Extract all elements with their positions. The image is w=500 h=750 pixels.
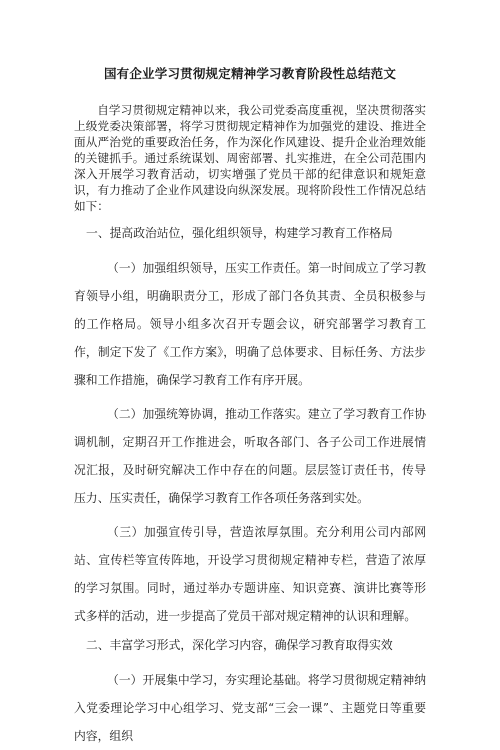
section-2-paragraph-1: （一）开展集中学习，夯实理论基础。将学习贯彻规定精神纳入党委理论学习中心组学习、党支部“三会一课”、主题党日等重要内容，组织 [74, 673, 426, 743]
section-1-paragraph-2: （二）加强统筹协调，推动工作落实。建立了学习教育工作协调机制，定期召开工作推进会，听取各部门、各子公司工作进展情况汇报，及时研究解决工作中存在的问题。层层签订责任书，传导压力、压实责任，确保学习教育工作各项任务落到实处。 [74, 407, 426, 505]
document-title: 国有企业学习贯彻规定精神学习教育阶段性总结范文 [103, 66, 397, 81]
section-1-heading: 一、提高政治站位，强化组织领导，构建学习教育工作格局 [86, 226, 393, 240]
section-2-heading: 二、丰富学习形式，深化学习内容，确保学习教育取得实效 [86, 638, 393, 652]
intro-paragraph: 自学习贯彻规定精神以来，我公司党委高度重视，坚决贯彻落实上级党委决策部署，将学习贯彻规定精神作为加强党的建设、推进全面从严治党的重要政治任务，作为深化作风建设、提升企业治理效能的关键抓手。通过系统谋划、周密部署、扎实推进，在全公司范围内深入开展学习教育活动，切实增强了党员干部的纪律意识和规矩意识，有力推动了企业作风建设向纵深发展。现将阶段性工作情况总结如下： [74, 103, 426, 213]
section-1-paragraph-3: （三）加强宣传引导，营造浓厚氛围。充分利用公司内部网站、宣传栏等宣传阵地，开设学习贯彻规定精神专栏，营造了浓厚的学习氛围。同时，通过举办专题讲座、知识竞赛、演讲比赛等形式多样的活动，进一步提高了党员干部对规定精神的认识和理解。 [74, 525, 426, 623]
section-1-paragraph-1: （一）加强组织领导，压实工作责任。第一时间成立了学习教育领导小组，明确职责分工，形成了部门各负其责、全员积极参与的工作格局。领导小组多次召开专题会议，研究部署学习教育工作，制定下发了《工作方案》，明确了总体要求、目标任务、方法步骤和工作措施，确保学习教育工作有序开展。 [74, 261, 426, 387]
